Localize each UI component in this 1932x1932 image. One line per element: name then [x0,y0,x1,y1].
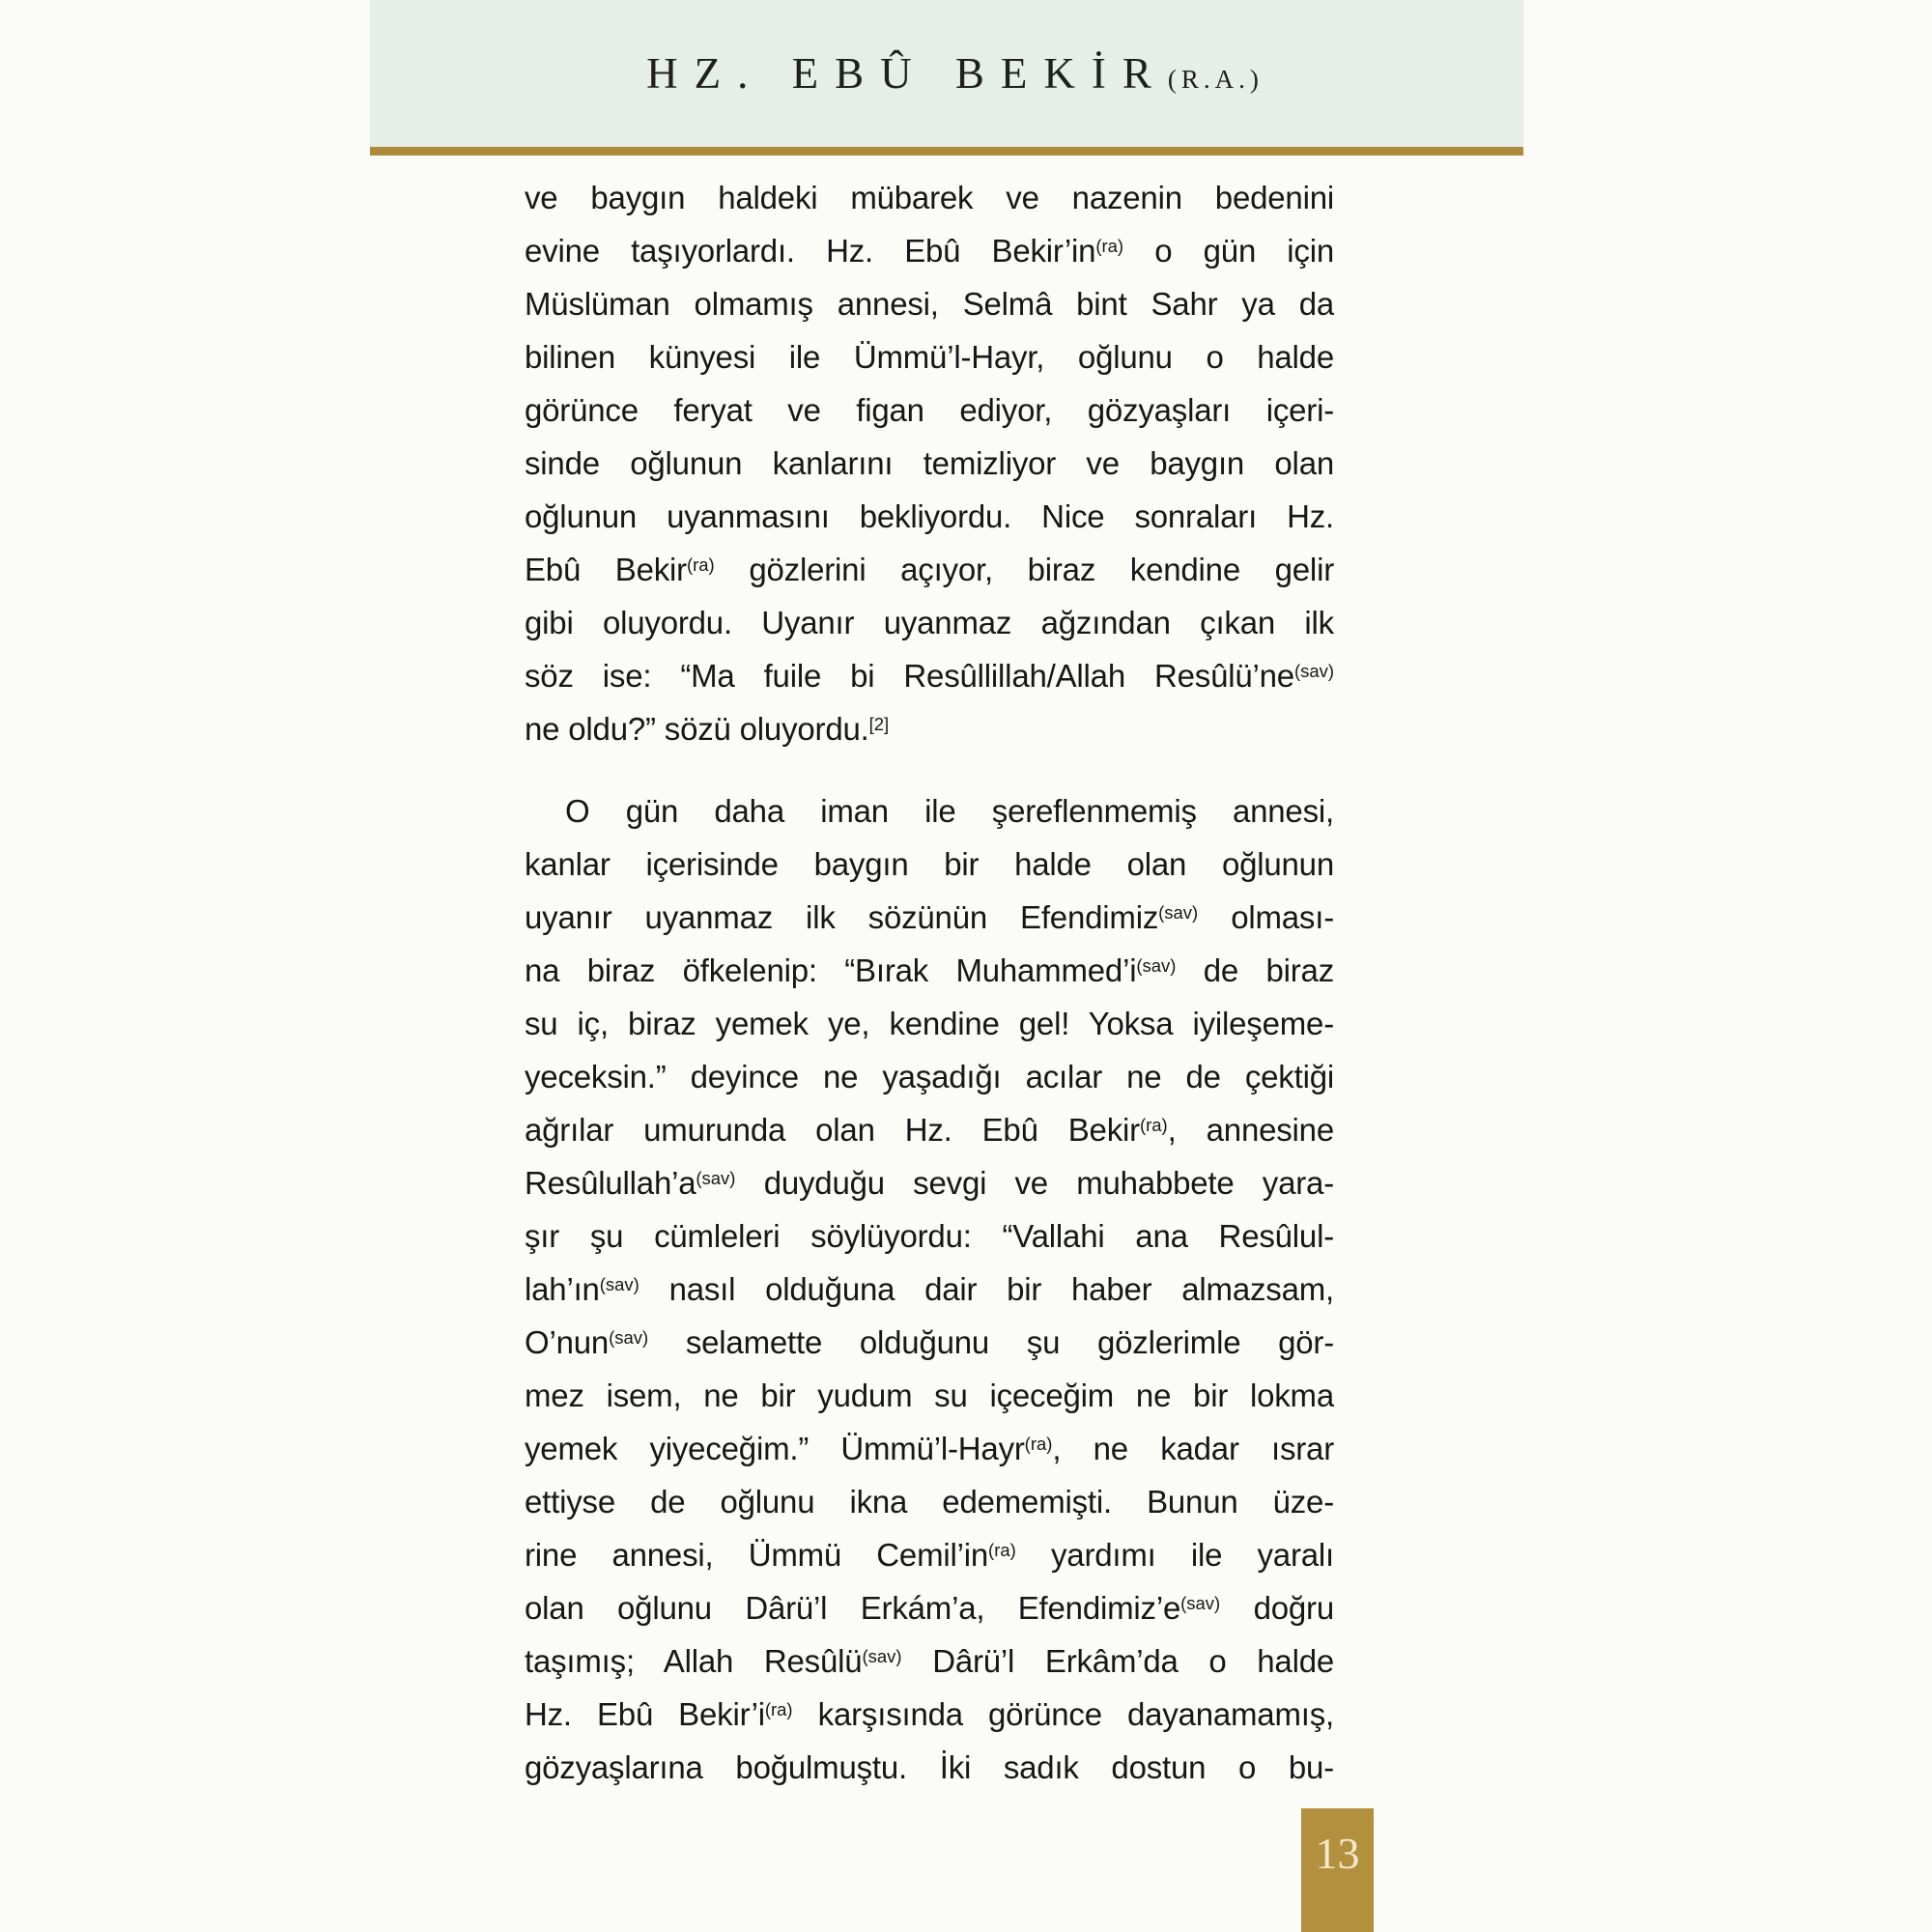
superscript-ref: (ra) [686,554,715,575]
body-text [525,171,1334,1794]
text-line: Hz. Ebû Bekir’i$^{(ra)}$ karşısında görünce dayanamamış, [525,1696,1334,1732]
text-line: yeceksin.” deyince ne yaşadığı acılar ne de çektiği [525,1059,1334,1094]
text-line: ne oldu?” sözü oluyordu.[2] [525,711,890,747]
superscript-ref: (ra) [988,1539,1016,1560]
text-line: kanlar içerisinde baygın bir halde olan oğlunun [525,846,1334,882]
text-line: yemek yiyeceğim.” Ümmü’l-Hayr$^{(ra)}$, ne kadar ısrar [525,1431,1334,1466]
text-line: olan oğlunu Dârü’l Erkám’a, Efendimiz’e$^{(sav)}$ doğru [525,1590,1334,1626]
text-line: sinde oğlunun kanlarını temizliyor ve baygın olan [525,445,1334,481]
text-line: su iç, biraz yemek ye, kendine gel! Yoksa iyileşeme- [525,1006,1334,1041]
paragraph [525,171,1334,755]
text-line: gözyaşlarına boğulmuştu. İki sadık dostun o bu- [525,1749,1334,1785]
text-line: söz ise: “Ma fuile bi Resûllillah/Allah Resûlü’ne$^{(sav)}$ [525,658,1334,694]
text-line: lah’ın$^{(sav)}$ nasıl olduğuna dair bir haber almazsam, [525,1271,1334,1307]
text-line: uyanır uyanmaz ilk sözünün Efendimiz$^{(sav)}$ olması- [525,899,1334,935]
superscript-ref: (sav) [1158,901,1199,923]
superscript-ref: [2] [868,713,890,734]
text-line: rine annesi, Ümmü Cemil’in$^{(ra)}$ yardımı ile yaralı [525,1537,1334,1573]
text-line: ağrılar umurunda olan Hz. Ebû Bekir$^{(ra)}$, annesine [525,1112,1334,1148]
superscript-ref: (sav) [1136,954,1177,976]
text-line: O gün daha iman ile şereflenmemiş annesi, [565,793,1334,829]
superscript-ref: (ra) [764,1698,793,1719]
text-line: na biraz öfkelenip: “Bırak Muhammed’i$^{(sav)}$ de biraz [525,952,1334,988]
superscript-ref: (sav) [862,1645,902,1666]
text-line: bilinen künyesi ile Ümmü’l-Hayr, oğlunu o halde [525,339,1334,375]
text-line: mez isem, ne bir yudum su içeceğim ne bir lokma [525,1378,1334,1413]
superscript-ref: (ra) [1024,1433,1053,1454]
text-line: ve baygın haldeki mübarek ve nazenin bedenini [525,180,1334,215]
superscript-ref: (ra) [1095,235,1124,256]
text-line: taşımış; Allah Resûlü$^{(sav)}$ Dârü’l Erkâm’da o halde [525,1643,1334,1679]
header-divider-rule [370,147,1523,156]
text-line: evine taşıyorlardı. Hz. Ebû Bekir’in$^{(ra)}$ o gün için [525,233,1334,269]
superscript-ref: (sav) [1180,1592,1221,1613]
chapter-header [370,0,1523,147]
superscript-ref: (sav) [609,1326,649,1348]
text-line: gibi oluyordu. Uyanır uyanmaz ağzından çıkan ilk [525,605,1334,640]
text-line: görünce feryat ve figan ediyor, gözyaşları içeri- [525,392,1334,428]
superscript-ref: (sav) [1293,660,1334,681]
text-line: oğlunun uyanmasını bekliyordu. Nice sonraları Hz. [525,498,1334,534]
text-line: ettiyse de oğlunu ikna edememişti. Bunun üze- [525,1484,1334,1520]
superscript-ref: (ra) [1139,1114,1168,1135]
text-line: Ebû Bekir$^{(ra)}$ gözlerini açıyor, biraz kendine gelir [525,552,1334,587]
text-line: şır şu cümleleri söylüyordu: “Vallahi ana Resûlul- [525,1218,1334,1254]
superscript-ref: (sav) [696,1167,736,1188]
page-number: 13 [1315,1829,1360,1878]
text-line: Resûlullah’a$^{(sav)}$ duyduğu sevgi ve muhabbete yara- [525,1165,1334,1201]
chapter-title-suffix: (R.A.) [1167,65,1264,94]
chapter-title [630,48,1264,99]
paragraph [525,784,1334,1794]
chapter-title-text: HZ. EBÛ BEKİR [646,49,1168,98]
text-line: O’nun$^{(sav)}$ selamette olduğunu şu gözlerimle gör- [525,1324,1334,1360]
text-line: Müslüman olmamış annesi, Selmâ bint Sahr ya da [525,286,1334,322]
page-number-box [1301,1808,1374,1932]
superscript-ref: (sav) [599,1273,639,1294]
